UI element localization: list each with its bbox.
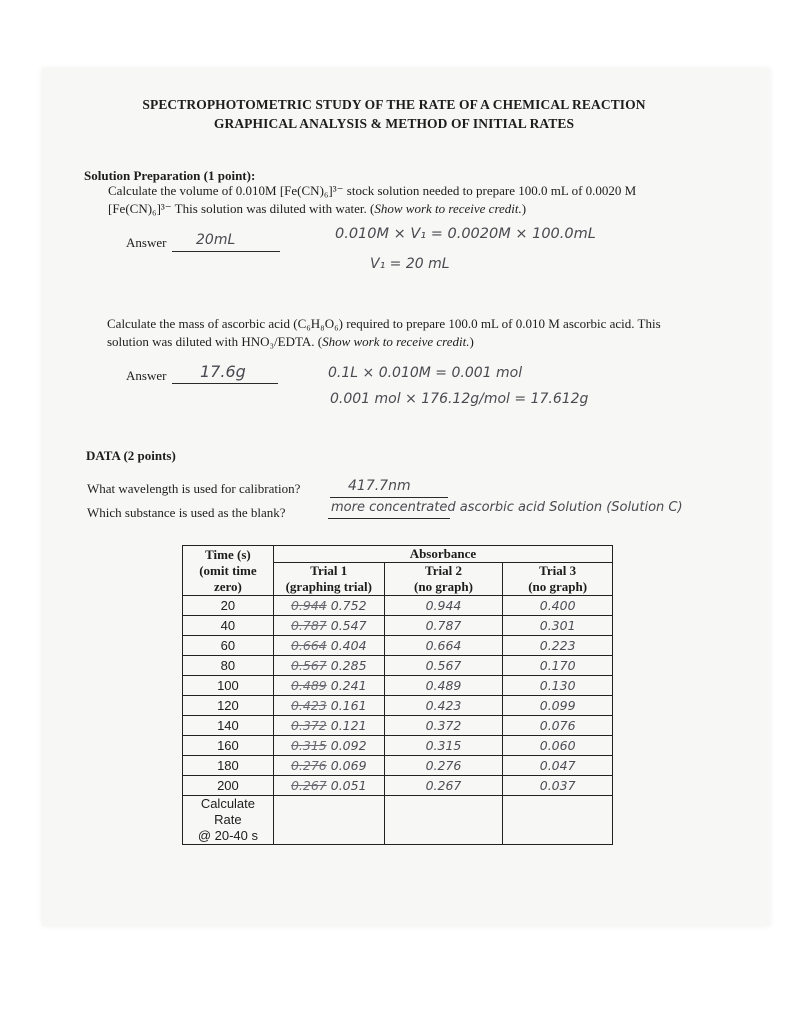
blank-question: Which substance is used as the blank? bbox=[87, 505, 286, 520]
answer-1-line bbox=[172, 251, 280, 252]
crossed-out-value: 0.489 bbox=[290, 678, 327, 693]
answer-1-work-line-2: V₁ = 20 mL bbox=[370, 256, 450, 272]
wavelength-question: What wavelength is used for calibration? bbox=[87, 481, 301, 496]
trial-1-cell bbox=[273, 716, 384, 736]
question-1-line-1: Calculate the volume of 0.010M [Fe(CN)₆]³⁻ stock solution needed to prepare 100.0 mL of 0.0020 M bbox=[108, 183, 637, 198]
trial-2-cell: 0.276 bbox=[384, 756, 503, 776]
crossed-out-value: 0.567 bbox=[290, 658, 327, 673]
trial-3-cell: 0.037 bbox=[503, 776, 613, 796]
time-cell: 200 bbox=[183, 776, 274, 796]
corrected-value: 0.051 bbox=[330, 778, 367, 793]
wavelength-answer-line bbox=[330, 497, 448, 498]
time-cell: 100 bbox=[183, 676, 274, 696]
trial-2-cell: 0.787 bbox=[384, 616, 503, 636]
table-row bbox=[183, 656, 613, 676]
trial-3-rate-cell bbox=[503, 796, 613, 845]
corrected-value: 0.285 bbox=[330, 658, 367, 673]
question-1-line-2: [Fe(CN)₆]³⁻ This solution was diluted with water. (Show work to receive credit.) bbox=[108, 201, 527, 216]
trial-3-cell: 0.400 bbox=[503, 596, 613, 616]
corrected-value: 0.547 bbox=[330, 618, 367, 633]
crossed-out-value: 0.276 bbox=[290, 758, 327, 773]
table-row bbox=[183, 616, 613, 636]
page-title: SPECTROPHOTOMETRIC STUDY OF THE RATE OF A CHEMICAL REACTION bbox=[142, 97, 646, 112]
time-cell: 180 bbox=[183, 756, 274, 776]
crossed-out-value: 0.787 bbox=[290, 618, 327, 633]
trial-2-cell: 0.315 bbox=[384, 736, 503, 756]
calculate-rate-row bbox=[183, 796, 613, 845]
table-row bbox=[183, 696, 613, 716]
trial-2-cell: 0.944 bbox=[384, 596, 503, 616]
absorbance-header: Absorbance bbox=[273, 546, 612, 563]
time-cell: 40 bbox=[183, 616, 274, 636]
table-row bbox=[183, 676, 613, 696]
time-cell: 160 bbox=[183, 736, 274, 756]
table-row bbox=[183, 596, 613, 616]
time-cell: 20 bbox=[183, 596, 274, 616]
answer-label-2: Answer bbox=[126, 368, 167, 383]
crossed-out-value: 0.315 bbox=[290, 738, 327, 753]
answer-1-work-line-1: 0.010M × V₁ = 0.0020M × 100.0mL bbox=[335, 226, 596, 242]
answer-label-1: Answer bbox=[126, 235, 167, 250]
answer-1-value: 20mL bbox=[196, 232, 236, 248]
trial-2-cell: 0.664 bbox=[384, 636, 503, 656]
crossed-out-value: 0.267 bbox=[290, 778, 327, 793]
table-row bbox=[183, 736, 613, 756]
time-cell: 140 bbox=[183, 716, 274, 736]
corrected-value: 0.092 bbox=[330, 738, 367, 753]
trial-2-rate-cell bbox=[384, 796, 503, 845]
trial-2-cell: 0.489 bbox=[384, 676, 503, 696]
trial-2-cell: 0.567 bbox=[384, 656, 503, 676]
trial-1-cell bbox=[273, 656, 384, 676]
answer-2-line bbox=[172, 383, 278, 384]
time-column-header: Time (s) (omit time zero) bbox=[183, 546, 274, 596]
crossed-out-value: 0.664 bbox=[290, 638, 327, 653]
table-row bbox=[183, 776, 613, 796]
trial-3-cell: 0.076 bbox=[503, 716, 613, 736]
time-cell: 80 bbox=[183, 656, 274, 676]
answer-2-work-line-2: 0.001 mol × 176.12g/mol = 17.612g bbox=[330, 391, 589, 407]
time-cell: 60 bbox=[183, 636, 274, 656]
trial-3-cell: 0.060 bbox=[503, 736, 613, 756]
trial-2-cell: 0.267 bbox=[384, 776, 503, 796]
trial-1-cell bbox=[273, 616, 384, 636]
trial-1-rate-cell bbox=[273, 796, 384, 845]
absorbance-table bbox=[182, 545, 613, 845]
question-2-line-2: solution was diluted with HNO₃/EDTA. (Show work to receive credit.) bbox=[107, 334, 474, 349]
trial-3-cell: 0.301 bbox=[503, 616, 613, 636]
time-cell: 120 bbox=[183, 696, 274, 716]
corrected-value: 0.161 bbox=[330, 698, 367, 713]
trial-2-header: Trial 2 (no graph) bbox=[384, 563, 503, 596]
trial-3-cell: 0.047 bbox=[503, 756, 613, 776]
trial-1-header: Trial 1 (graphing trial) bbox=[273, 563, 384, 596]
trial-1-cell bbox=[273, 736, 384, 756]
answer-2-work-line-1: 0.1L × 0.010M = 0.001 mol bbox=[328, 365, 523, 381]
trial-1-cell bbox=[273, 596, 384, 616]
blank-answer-line bbox=[328, 518, 450, 519]
page-subtitle: GRAPHICAL ANALYSIS & METHOD OF INITIAL RATES bbox=[213, 116, 575, 131]
crossed-out-value: 0.423 bbox=[290, 698, 327, 713]
crossed-out-value: 0.944 bbox=[290, 598, 327, 613]
corrected-value: 0.121 bbox=[330, 718, 367, 733]
trial-2-cell: 0.372 bbox=[384, 716, 503, 736]
question-2-line-1: Calculate the mass of ascorbic acid (C₆H₈O₆) required to prepare 100.0 mL of 0.010 M ascorbic acid. This bbox=[107, 316, 661, 331]
corrected-value: 0.752 bbox=[330, 598, 367, 613]
corrected-value: 0.404 bbox=[330, 638, 367, 653]
corrected-value: 0.241 bbox=[330, 678, 367, 693]
trial-2-cell: 0.423 bbox=[384, 696, 503, 716]
corrected-value: 0.069 bbox=[330, 758, 367, 773]
trial-3-cell: 0.170 bbox=[503, 656, 613, 676]
trial-1-cell bbox=[273, 636, 384, 656]
trial-1-cell bbox=[273, 696, 384, 716]
trial-1-cell bbox=[273, 756, 384, 776]
answer-2-value: 17.6g bbox=[200, 362, 246, 381]
trial-1-cell bbox=[273, 776, 384, 796]
table-row bbox=[183, 716, 613, 736]
calculate-rate-label: Calculate Rate @ 20-40 s bbox=[183, 796, 274, 845]
blank-answer: more concentrated ascorbic acid Solution (Solution C) bbox=[331, 500, 683, 515]
trial-1-cell bbox=[273, 676, 384, 696]
solution-prep-heading: Solution Preparation (1 point): bbox=[84, 168, 256, 183]
table-row bbox=[183, 636, 613, 656]
trial-3-cell: 0.130 bbox=[503, 676, 613, 696]
wavelength-answer: 417.7nm bbox=[348, 478, 411, 494]
trial-3-cell: 0.223 bbox=[503, 636, 613, 656]
trial-3-header: Trial 3 (no graph) bbox=[503, 563, 613, 596]
crossed-out-value: 0.372 bbox=[290, 718, 327, 733]
table-row bbox=[183, 756, 613, 776]
trial-3-cell: 0.099 bbox=[503, 696, 613, 716]
data-heading: DATA (2 points) bbox=[86, 448, 176, 463]
